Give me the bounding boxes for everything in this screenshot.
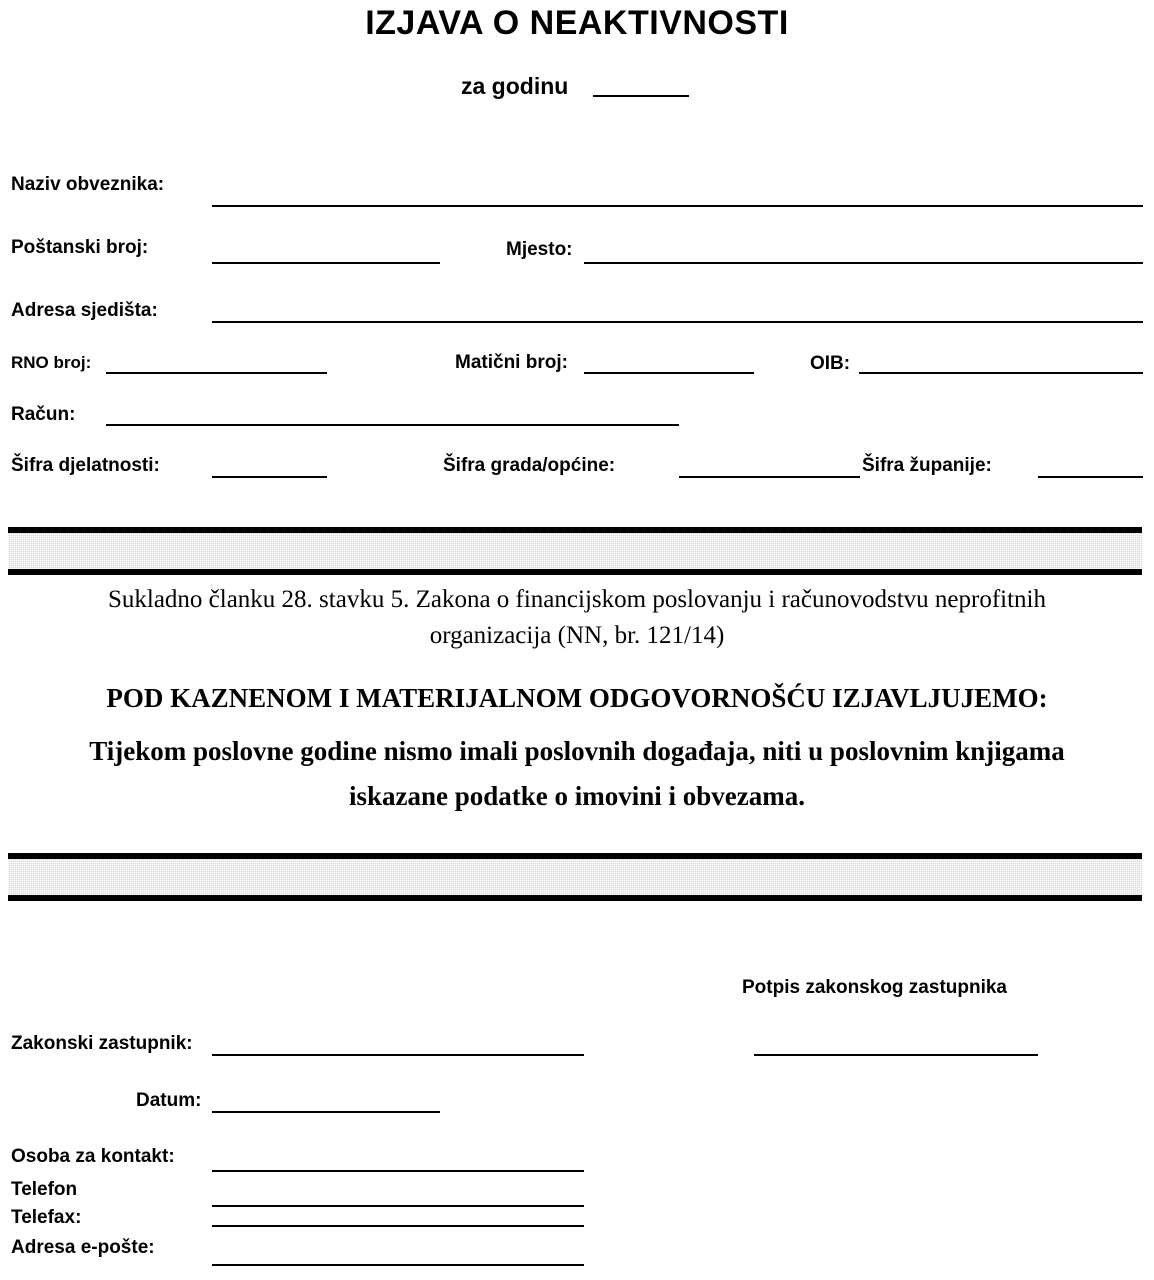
postanski-broj-field[interactable] (212, 262, 440, 264)
telefax-label: Telefax: (11, 1207, 82, 1228)
telefon-label: Telefon (11, 1179, 78, 1200)
legal-basis-line1: Sukladno članku 28. stavku 5. Zakona o financijskom poslovanju i računovodstvu neprofitnih (107, 586, 1047, 613)
bottom-separator-band (8, 853, 1142, 901)
naziv-field[interactable] (212, 205, 1143, 207)
sifra-djelatnosti-label: Šifra djelatnosti: (11, 455, 160, 476)
postanski-broj-label: Poštanski broj: (11, 237, 149, 258)
maticni-label: Matični broj: (455, 352, 568, 373)
zakonski-zastupnik-field[interactable] (212, 1054, 584, 1056)
page-title: IZJAVA O NEAKTIVNOSTI (365, 4, 789, 42)
mjesto-label: Mjesto: (506, 239, 573, 260)
top-separator-band (8, 527, 1142, 575)
mjesto-field[interactable] (584, 262, 1143, 264)
osoba-za-kontakt-field[interactable] (212, 1170, 584, 1172)
potpis-label: Potpis zakonskog zastupnika (742, 977, 1007, 998)
legal-basis-line2: organizacija (NN, br. 121/14) (429, 622, 725, 649)
statement-line2: iskazane podatke o imovini i obvezama. (348, 781, 806, 811)
racun-field[interactable] (106, 424, 679, 426)
telefax-field[interactable] (212, 1225, 584, 1227)
declaration-heading: POD KAZNENOM I MATERIJALNOM ODGOVORNOŠĆU IZJAVLJUJEMO: (106, 683, 1048, 713)
zakonski-zastupnik-label: Zakonski zastupnik: (11, 1033, 193, 1054)
adresa-field[interactable] (212, 321, 1143, 323)
naziv-label: Naziv obveznika: (11, 174, 165, 195)
racun-label: Račun: (11, 404, 76, 425)
potpis-field[interactable] (754, 1054, 1038, 1056)
osoba-za-kontakt-label: Osoba za kontakt: (11, 1146, 175, 1167)
rno-label: RNO broj: (11, 353, 92, 372)
email-field[interactable] (212, 1264, 584, 1266)
statement-line1: Tijekom poslovne godine nismo imali poslovnih događaja, niti u poslovnim knjigama (89, 736, 1065, 766)
datum-label: Datum: (136, 1090, 202, 1111)
rno-field[interactable] (106, 372, 327, 374)
sifra-grada-label: Šifra grada/općine: (443, 455, 616, 476)
oib-field[interactable] (859, 372, 1143, 374)
sifra-djelatnosti-field[interactable] (212, 476, 327, 478)
year-field[interactable] (593, 95, 689, 97)
maticni-field[interactable] (584, 372, 754, 374)
sifra-zupanije-label: Šifra županije: (862, 455, 992, 476)
adresa-label: Adresa sjedišta: (11, 300, 158, 321)
oib-label: OIB: (810, 353, 851, 374)
email-label: Adresa e-pošte: (11, 1237, 155, 1258)
telefon-field[interactable] (212, 1205, 584, 1207)
sifra-grada-field[interactable] (679, 476, 860, 478)
datum-field[interactable] (212, 1111, 440, 1113)
sifra-zupanije-field[interactable] (1038, 476, 1143, 478)
year-label: za godinu (461, 73, 569, 99)
